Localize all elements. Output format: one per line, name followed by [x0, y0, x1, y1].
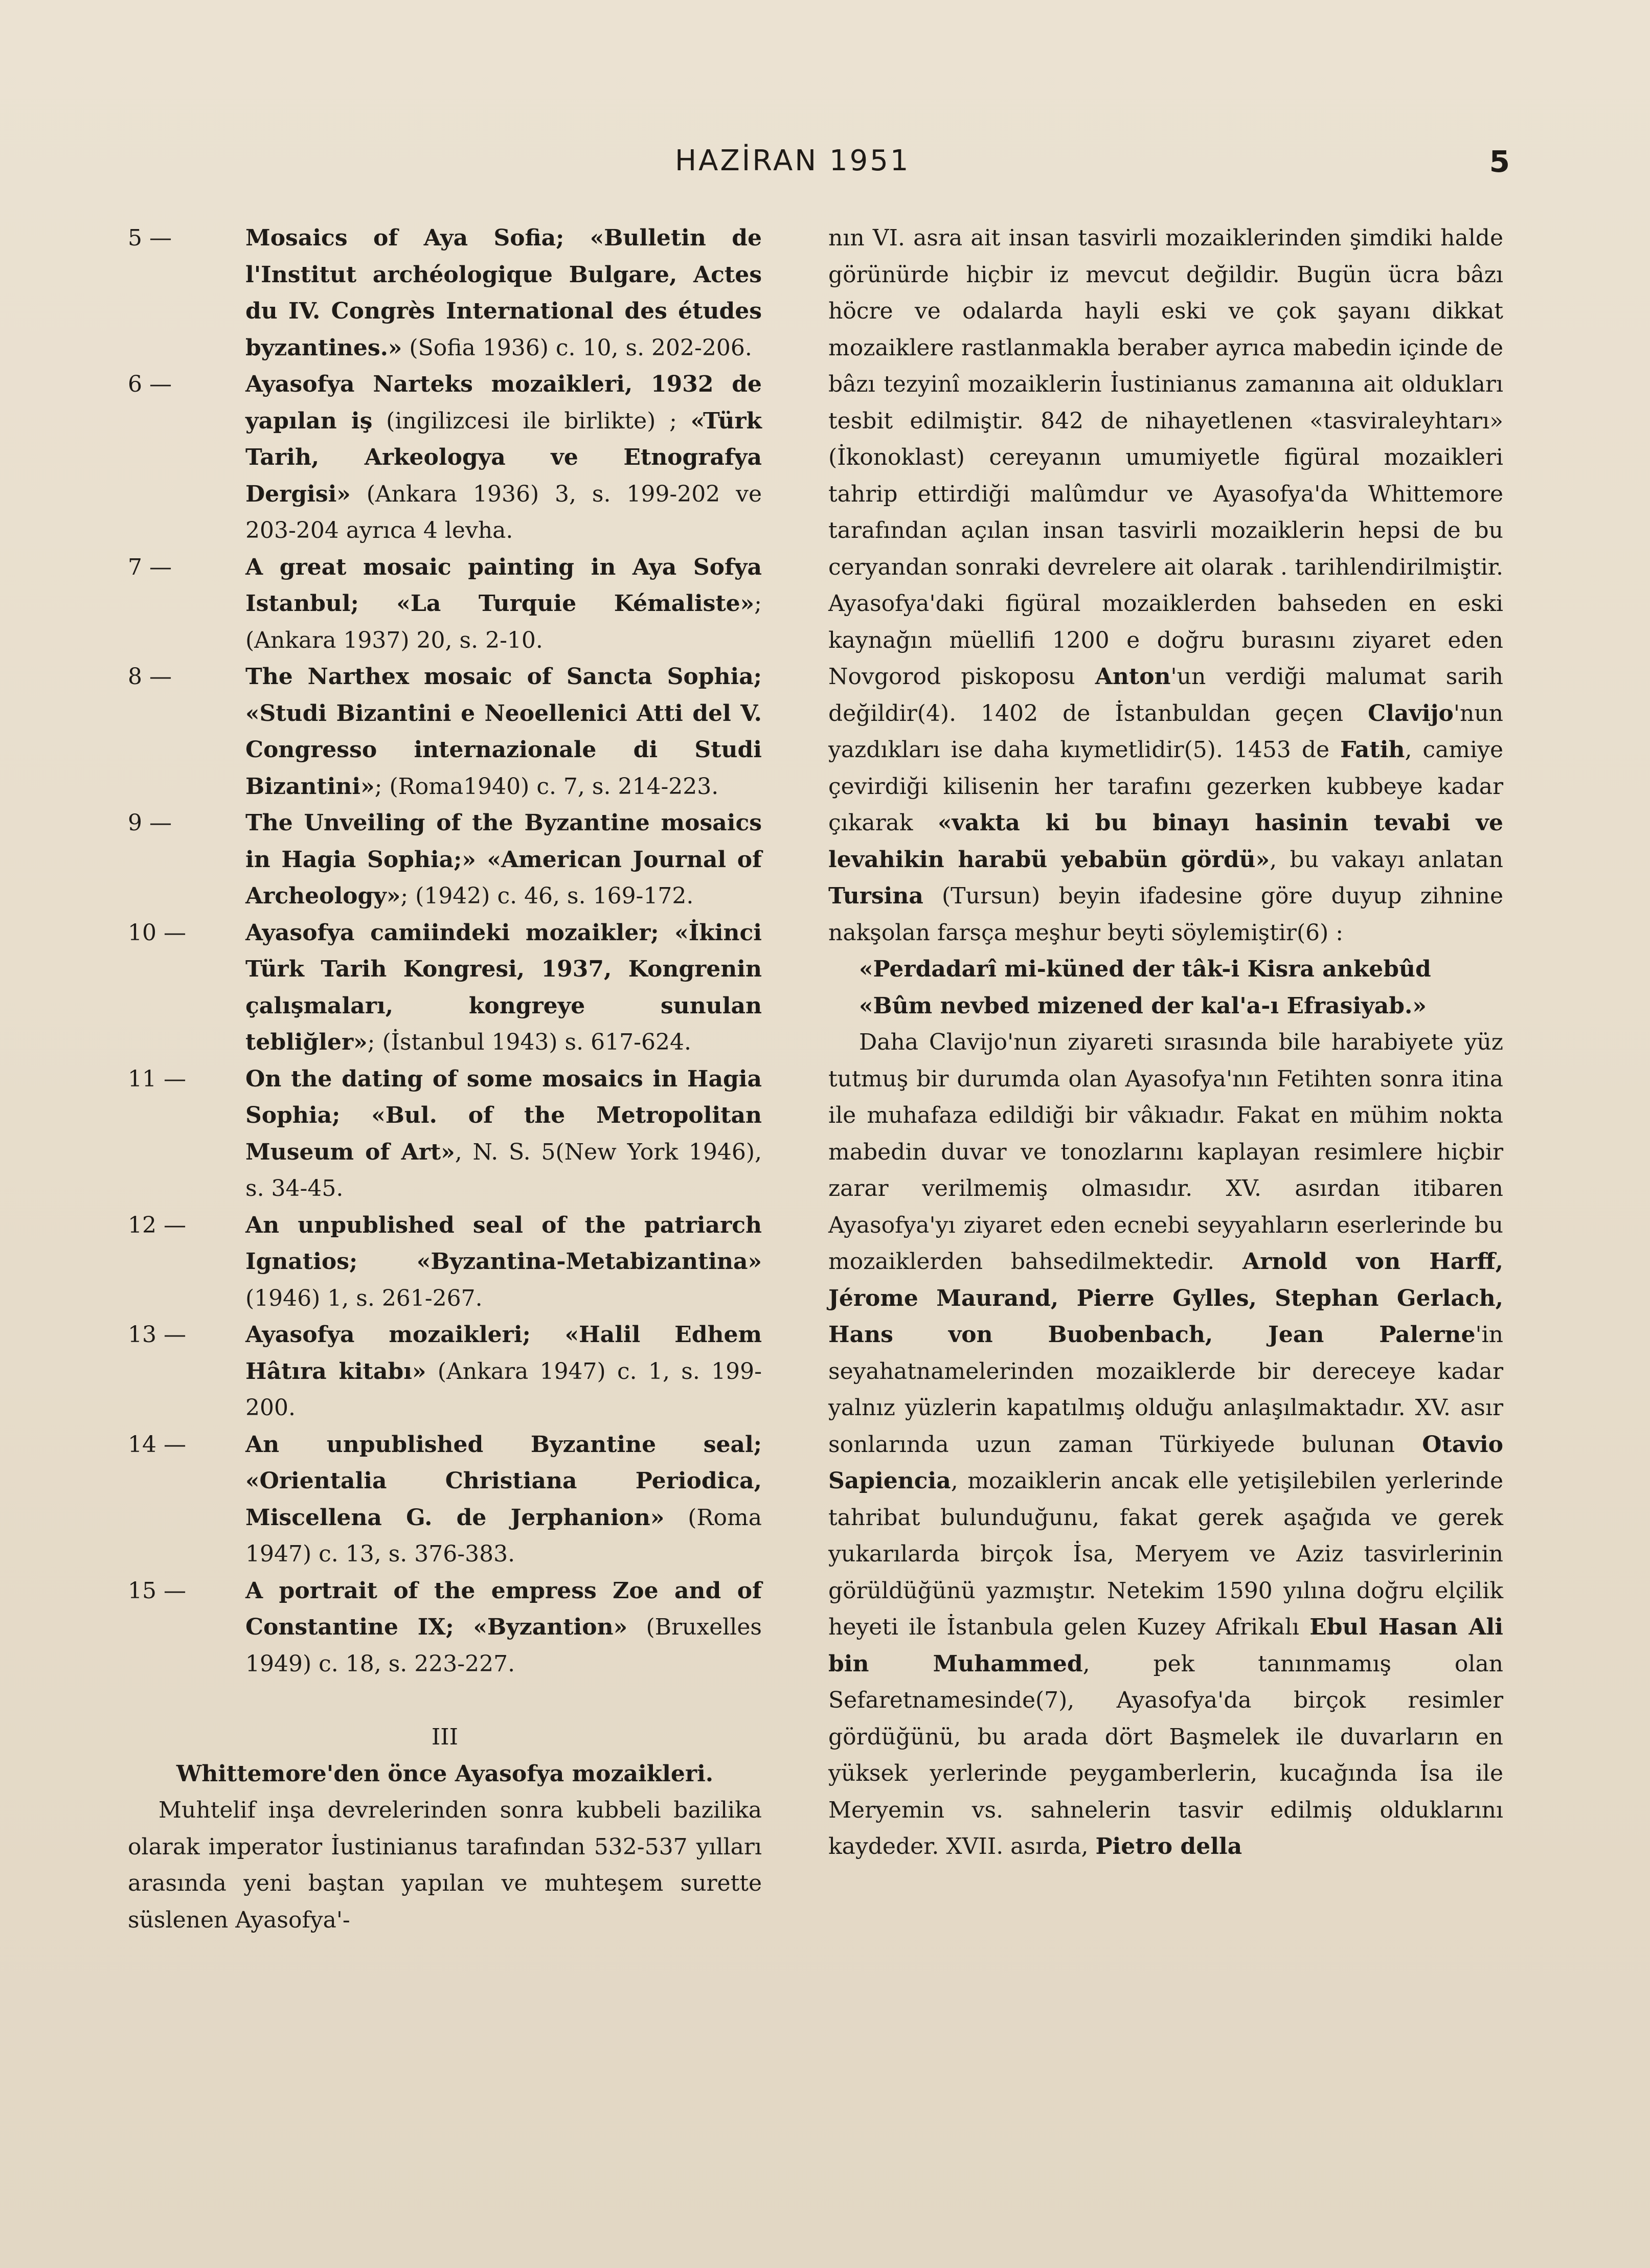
- reference-text: [245, 1061, 762, 1207]
- reference-item: [128, 549, 762, 659]
- text-run: (1946) 1, s. 261-267.: [245, 1285, 483, 1311]
- right-paragraph-2: [828, 1024, 1503, 1865]
- quote-line: «Bûm nevbed mizened der kal'a-ı Efrasiyab.»: [859, 992, 1427, 1019]
- reference-item: [128, 220, 762, 366]
- reference-item: [128, 1061, 762, 1207]
- right-paragraph-1: [828, 220, 1503, 951]
- text-run: Fatih: [1340, 737, 1405, 763]
- quote-line: «Perdadarî mi-küned der tâk-i Kisra ankebûd: [859, 956, 1431, 982]
- text-run: (ingilizcesi ile birlikte) ;: [372, 407, 691, 434]
- text-run: Daha Clavijo'nun ziyareti sırasında bile harabiyete yüz tutmuş bir durumda olan Ayasofya'nın Fetihten sonra itina ile muhafaza edildiği bir vâkıadır. Fakat en mühim nokta mabedin duvar ve tonozlarını kaplayan resimlere hiçbir zarar verilmemiş olmasıdır. XV. asırdan itibaren Ayasofya'yı ziyaret eden ecnebi seyyahların eserlerinde bu mozaiklerden bahsedilmektedir.: [828, 1029, 1503, 1275]
- reference-number: 7 —: [128, 554, 172, 580]
- reference-number: 9 —: [128, 810, 172, 836]
- reference-item: [128, 366, 762, 549]
- text-run: The Narthex mosaic of Sancta Sophia; «Studi Bizantini e Neoellenici Atti del V. Congresso internazionale di Studi Bizantini»: [245, 664, 762, 800]
- reference-text: [245, 366, 762, 549]
- header-title: HAZİRAN 1951: [675, 144, 911, 177]
- running-header: [0, 144, 1650, 185]
- reference-number: 14 —: [128, 1431, 186, 1458]
- text-run: 'un verdiği malumat sarih değildir(4). 1402 de İstanbuldan geçen: [828, 664, 1503, 727]
- text-run: The Unveiling of the Byzantine mosaics in Hagia Sophia;» «American Journal of Archeology»: [245, 810, 762, 909]
- text-run: , bu vakayı anlatan: [1270, 846, 1503, 873]
- text-run: Tursina: [828, 883, 923, 909]
- reference-text: [245, 1317, 762, 1426]
- reference-item: [128, 915, 762, 1061]
- text-run: (Sofia 1936) c. 10, s. 202-206.: [402, 334, 752, 361]
- text-run: Ayasofya Narteks mozaikleri, 1932 de yapılan iş: [245, 371, 762, 434]
- text-run: ; (1942) c. 46, s. 169-172.: [400, 883, 694, 909]
- left-column: [128, 220, 762, 1938]
- text-run: , pek tanınmamış olan Sefaretnamesinde(7), Ayasofya'da birçok resimler gördüğünü, bu arada dört Başmelek ile duvarların en yüksek yerlerinde peygamberlerin, kucağında İsa ile Meryemin vs. sahnelerin tasvir edilmiş olduklarını kaydeder. XVII. asırda,: [828, 1650, 1504, 1859]
- section-number: III: [431, 1724, 459, 1750]
- text-run: , mozaiklerin ancak elle yetişilebilen yerlerinde tahribat bulunduğunu, fakat gerek aşağıda ve gerek yukarılarda birçok İsa, Meryem ve Aziz tasvirlerinin görüldüğünü yazmıştır. Netekim 1590 yılına doğru elçilik heyeti ile İstanbula gelen Kuzey Afrikalı: [828, 1468, 1503, 1640]
- reference-item: [128, 1207, 762, 1317]
- text-run: , N. S. 5(New York 1946), s. 34-45.: [245, 1139, 762, 1201]
- reference-number: 10 —: [128, 919, 186, 946]
- text-run: 'in seyahatnamelerinden mozaiklerde bir dereceye kadar yalnız yüzlerin kapatılmış olduğu anlaşılmaktadır. XV. asır sonlarında uzun zaman Türkiyede bulunan: [828, 1322, 1503, 1458]
- reference-text: [245, 1573, 762, 1683]
- text-run: «Türk Tarih, Arkeologya ve Etnografya Dergisi»: [245, 407, 762, 507]
- poem-quote: [828, 951, 1503, 1024]
- reference-number: 11 —: [128, 1065, 186, 1092]
- reference-text: [245, 1426, 762, 1573]
- reference-text: [245, 915, 762, 1061]
- reference-text: [245, 805, 762, 915]
- text-run: Mosaics of Aya Sofia; «Bulletin de l'Institut archéologique Bulgare, Actes du IV. Congrès International des études byzantines.»: [245, 225, 762, 361]
- text-run: (Ankara 1947) c. 1, s. 199-200.: [245, 1358, 762, 1421]
- reference-text: [245, 549, 762, 659]
- text-run: , camiye çevirdiği kilisenin her tarafını gezerken kubbeye kadar çıkarak: [828, 737, 1504, 836]
- reference-item: [128, 659, 762, 805]
- text-run: (Tursun) beyin ifadesine göre duyup zihnine nakşolan farsça meşhur beyti söylemiştir(6) :: [828, 883, 1503, 946]
- reference-number: 13 —: [128, 1322, 186, 1348]
- text-run: Ayasofya camiindeki mozaikler; «İkinci Türk Tarih Kongresi, 1937, Kongrenin çalışmaları, kongreye sunulan tebliğler»: [245, 919, 762, 1055]
- text-run: A portrait of the empress Zoe and of Constantine IX; «Byzantion»: [245, 1577, 762, 1640]
- reference-list: [128, 220, 762, 1682]
- text-run: ; (Roma1940) c. 7, s. 214-223.: [374, 773, 719, 800]
- text-run: Arnold von Harff, Jérome Maurand, Pierre Gylles, Stephan Gerlach, Hans von Buobenbach, Jean Palerne: [828, 1249, 1503, 1348]
- text-run: nın VI. asra ait insan tasvirli mozaiklerinden şimdiki halde görünürde hiçbir iz mevcut değildir. Bugün ücra bâzı höcre ve odalarda hayli eski ve çok şayanı dikkat mozaiklere rastlanmakla beraber ayrıca mabedin içinde de bâzı tezyinî mozaiklerin İustinianus zamanına ait oldukları tesbit edilmiştir. 842 de nihayetlenen «tasviraleyhtarı» (İkonoklast) cereyanın umumiyetle figüral mozaikleri tahrip ettirdiği malûmdur ve Ayasofya'da Whittemore tarafından açılan insan tasvirli mozaiklerin hepsi de bu ceryandan sonraki devrelere ait olarak . tarihlendirilmiştir. Ayasofya'daki figüral mozaiklerden bahseden en eski kaynağın müellifi 1200 e doğru burasını ziyaret eden Novgorod piskoposu: [828, 225, 1503, 690]
- text-run: Pietro della: [1095, 1833, 1242, 1859]
- right-column: [828, 220, 1503, 1865]
- reference-number: 12 —: [128, 1212, 186, 1238]
- text-run: «vakta ki bu binayı hasinin tevabi ve levahikin harabü yebabün gördü»: [828, 810, 1503, 873]
- text-run: 'nun yazdıkları ise daha kıymetlidir(5). 1453 de: [828, 700, 1503, 763]
- reference-text: [245, 1207, 762, 1317]
- reference-text: [245, 659, 762, 805]
- text-run: On the dating of some mosaics in Hagia Sophia; «Bul. of the Metropolitan Museum of Art»: [245, 1065, 762, 1165]
- section-title: Whittemore'den önce Ayasofya mozaikleri.: [176, 1760, 714, 1787]
- text-run: An unpublished seal of the patriarch Ignatios; «Byzantina-Metabizantina»: [245, 1212, 762, 1275]
- text-run: A great mosaic painting in Aya Sofya Istanbul; «La Turquie Kémaliste»: [245, 554, 762, 617]
- text-run: ; (Ankara 1937) 20, s. 2-10.: [245, 591, 762, 653]
- reference-number: 8 —: [128, 664, 172, 690]
- reference-item: [128, 1573, 762, 1683]
- reference-text: [245, 220, 762, 366]
- text-run: Otavio Sapiencia: [828, 1431, 1503, 1494]
- text-run: Clavijo: [1368, 700, 1454, 727]
- text-run: An unpublished Byzantine seal; «Orientalia Christiana Periodica, Miscellena G. de Jerphanion»: [245, 1431, 762, 1531]
- reference-number: 15 —: [128, 1577, 186, 1604]
- reference-item: [128, 1426, 762, 1573]
- reference-item: [128, 1317, 762, 1426]
- reference-item: [128, 805, 762, 915]
- text-run: (Ankara 1936) 3, s. 199-202 ve 203-204 ayrıca 4 levha.: [245, 481, 762, 543]
- reference-number: 5 —: [128, 225, 172, 251]
- text-run: Ayasofya mozaikleri; «Halil Edhem Hâtıra kitabı»: [245, 1322, 762, 1385]
- text-run: (Roma 1947) c. 13, s. 376-383.: [245, 1504, 762, 1567]
- text-run: Anton: [1095, 664, 1171, 690]
- page-number: 5: [1489, 144, 1510, 179]
- reference-number: 6 —: [128, 371, 172, 397]
- text-run: Ebul Hasan Ali bin Muhammed: [828, 1614, 1503, 1677]
- text-run: (Bruxelles 1949) c. 18, s. 223-227.: [245, 1614, 762, 1677]
- left-paragraph: Muhtelif inşa devrelerinden sonra kubbeli bazilika olarak imperator İustinianus tarafından 532-537 yılları arasında yeni baştan yapılan ve muhteşem surette süslenen Ayasofya'-: [128, 1797, 762, 1933]
- text-run: ; (İstanbul 1943) s. 617-624.: [367, 1029, 691, 1055]
